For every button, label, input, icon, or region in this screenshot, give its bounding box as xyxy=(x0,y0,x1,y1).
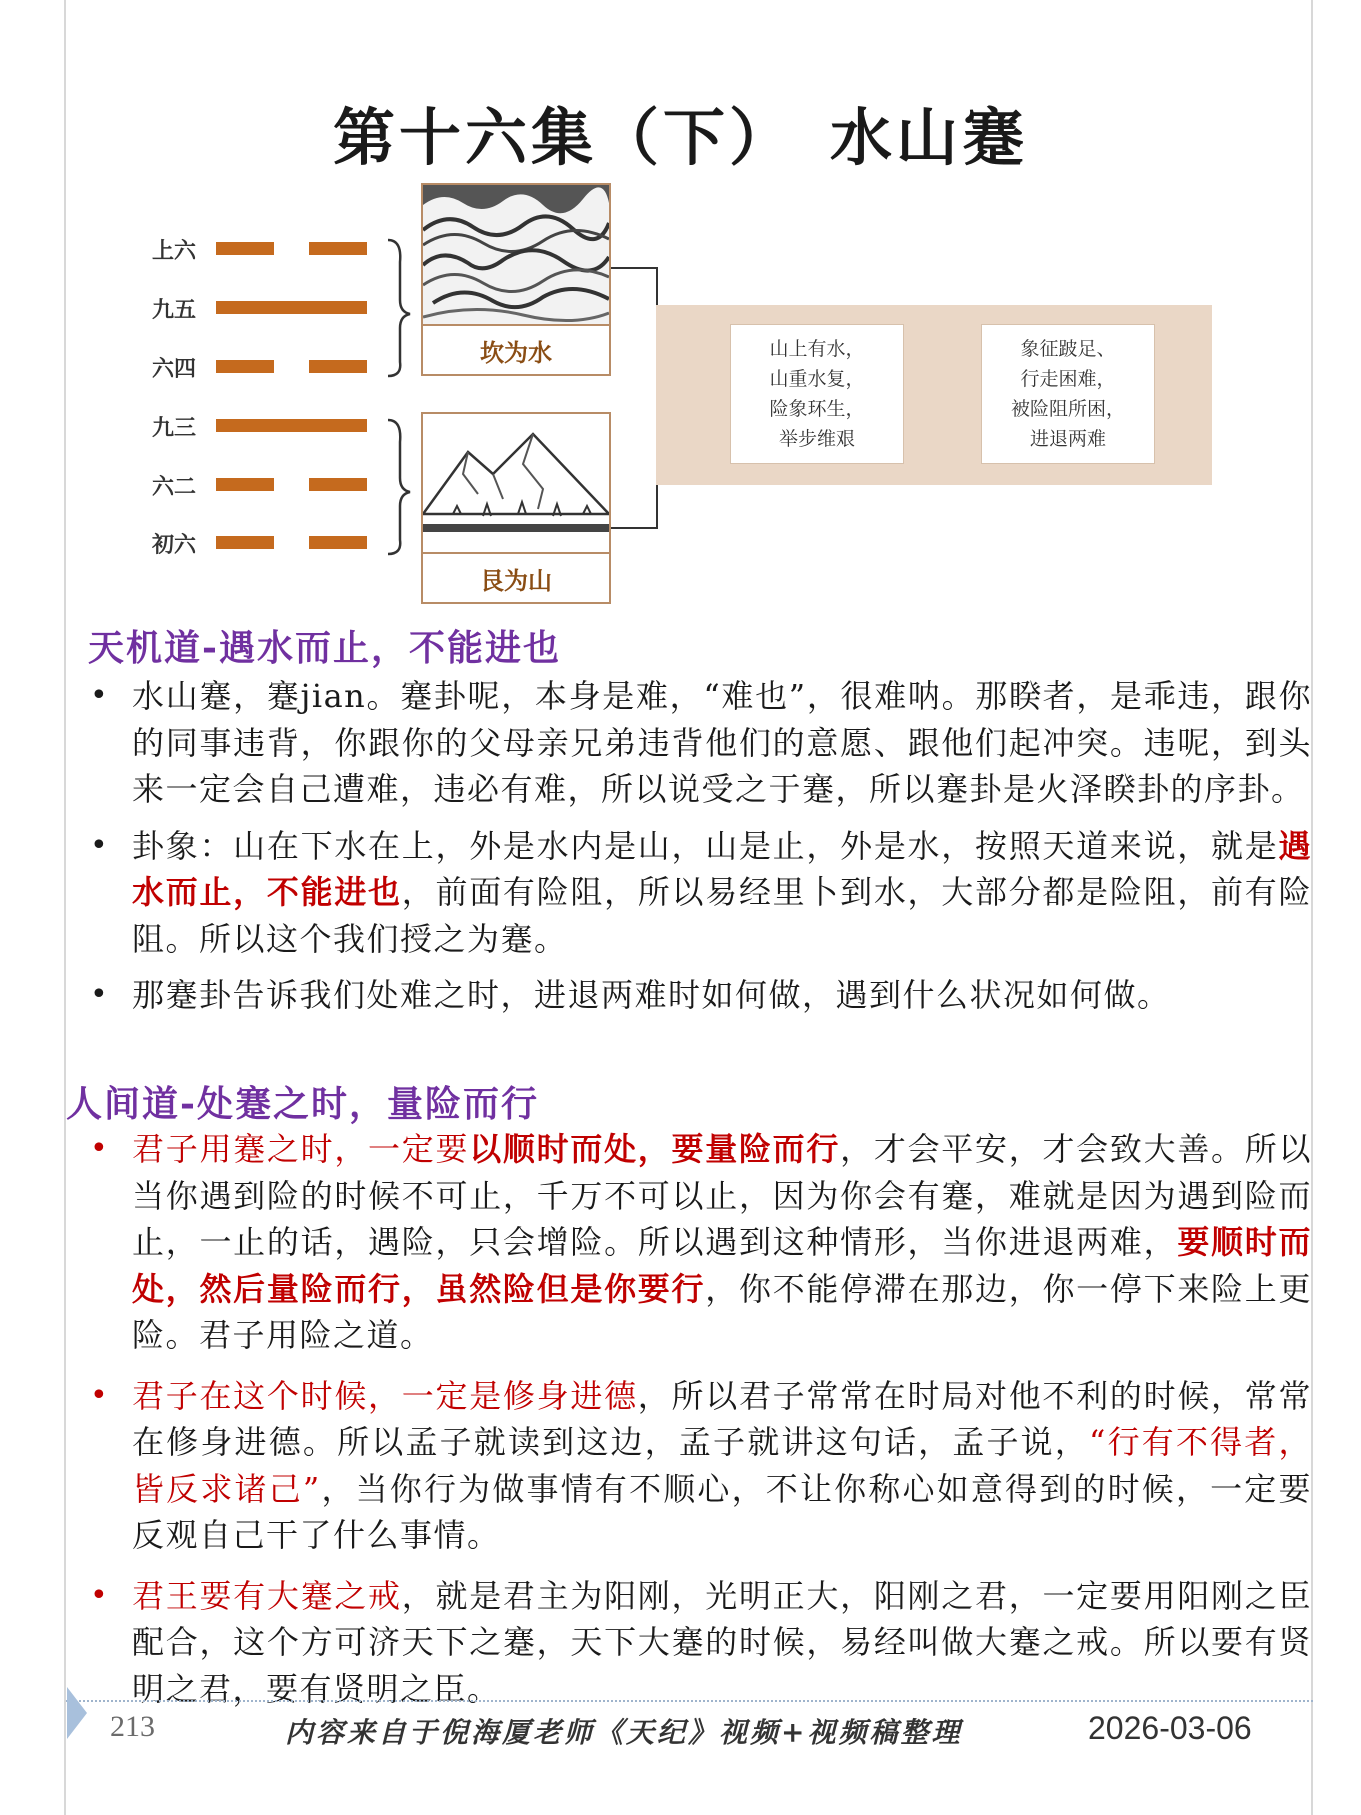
list-item: • 君王要有大蹇之戒，就是君主为阳刚，光明正大，阳刚之君，一定要用阳刚之臣配合，这个方可济天下之蹇，天下大蹇的时候，易经叫做大蹇之戒。所以要有贤明之君，要有贤明之臣。 xyxy=(90,1576,1312,1708)
bullet-text: ，就是君主为阳刚，光明正大，阳刚之君，一定要用阳刚之臣配合，这个方可济天下之蹇，天下大蹇的时候，易经叫做大蹇之戒。所以要有贤明之君，要有贤明之臣。 xyxy=(132,1576,1312,1708)
line-label-nine3: 九三 xyxy=(152,416,197,441)
bullet-emphasis: 要顺时而处，然后量险而行，虽然险但是你要行 xyxy=(132,1223,1312,1308)
image-description-box xyxy=(730,324,904,464)
bullet-red-text: 君王要有大蹇之戒 xyxy=(132,1576,402,1615)
section1-list xyxy=(90,673,1312,1029)
footer-source: 内容来自于倪海厦老师《天纪》视频+视频稿整理 xyxy=(285,1716,963,1749)
lower-trigram-mountain xyxy=(421,412,611,604)
page-title: 第十六集（下） 水山蹇 xyxy=(332,101,1028,174)
footer-arrow-icon xyxy=(67,1687,87,1739)
bullet-text: 水山蹇，蹇jian。蹇卦呢，本身是难，“难也”，很难呐。那睽者，是乖违，跟你的同事违背，你跟你的父母亲兄弟违背他们的意愿、跟他们起冲突。违呢，到头来一定会自己遭难，违必有难，所以说受之于蹇，所以蹇卦是火泽睽卦的序卦。 xyxy=(132,677,1312,808)
bullet-red-text: 君子在这个时候，一定是修身进德 xyxy=(132,1376,638,1415)
bullet-emphasis: 遇水而止，不能进也 xyxy=(132,826,1312,911)
box1-line: 险象环生， xyxy=(769,398,865,420)
line-label-six2: 六二 xyxy=(152,475,197,500)
section2-list xyxy=(90,1126,1312,1726)
list-item: • 卦象：山在下水在上，外是水内是山，山是止，外是水，按照天道来说，就是遇水而止，不能进也，前面有险阻，所以易经里卜到水，大部分都是险阻，前有险阻。所以这个我们授之为蹇。 xyxy=(90,826,1312,958)
section2-heading: 人间道-处蹇之时，量险而行 xyxy=(66,1083,539,1125)
list-item: • 那蹇卦告诉我们处难之时，进退两难时如何做，遇到什么状况如何做。 xyxy=(90,976,1171,1014)
box2-line: 被险阻所困， xyxy=(1010,398,1125,420)
bullet-quote: “行有不得者，皆反求诸己” xyxy=(132,1423,1312,1508)
box1-line: 山重水复， xyxy=(769,368,865,390)
bullet-emphasis: 以顺时而处，要量险而行 xyxy=(469,1130,841,1168)
mountain-illustration xyxy=(423,414,609,552)
lower-trigram-label: 艮为山 xyxy=(423,552,609,602)
line-label-nine5: 九五 xyxy=(152,298,197,323)
bullet-text: 那蹇卦告诉我们处难之时，进退两难时如何做，遇到什么状况如何做。 xyxy=(132,976,1171,1014)
section1-heading: 天机道-遇水而止，不能进也 xyxy=(88,627,561,669)
upper-trigram-water xyxy=(421,183,611,376)
page-number: 213 xyxy=(110,1710,155,1743)
symbolism-box xyxy=(981,324,1155,464)
box2-line: 进退两难 xyxy=(1029,428,1106,450)
footer-divider xyxy=(66,1700,1313,1702)
box1-line: 举步维艰 xyxy=(778,428,855,450)
bullet-text: ，当你行为做事情有不顺心，不让你称心如意得到的时候，一定要反观自己干了什么事情。 xyxy=(132,1469,1312,1554)
box2-line: 象征跛足、 xyxy=(1020,338,1116,360)
bullet-text: ，所以君子常常在时局对他不利的时候，常常在修身进德。所以孟子就读到这边，孟子就讲这句话，孟子说， xyxy=(132,1376,1312,1461)
bullet-text: 卦象：山在下水在上，外是水内是山，山是止，外是水，按照天道来说，就是 xyxy=(132,826,1279,865)
box1-line: 山上有水， xyxy=(769,338,865,360)
box2-line: 行走困难， xyxy=(1020,368,1116,390)
bullet-text: ，才会平安，才会致大善。所以当你遇到险的时候不可止，千万不可以止，因为你会有蹇，难就是因为遇到险而止，一止的话，遇险，只会增险。所以遇到这种情形，当你进退两难， xyxy=(132,1130,1312,1261)
list-item: • 君子用蹇之时，一定要以顺时而处，要量险而行，才会平安，才会致大善。所以当你遇到险的时候不可止，千万不可以止，因为你会有蹇，难就是因为遇到险而止，一止的话，遇险，只会增险。所以遇到这种情形，当你进退两难，要顺时而处，然后量险而行，虽然险但是你要行，你不能停滞在那边，你一停下来险上更险。君子用险之道。 xyxy=(90,1130,1312,1354)
line-label-top6: 上六 xyxy=(152,239,197,264)
bullet-text: ，前面有险阻，所以易经里卜到水，大部分都是险阻，前有险阻。所以这个我们授之为蹇。 xyxy=(132,873,1312,958)
bullet-text: ，你不能停滞在那边，你一停下来险上更险。君子用险之道。 xyxy=(132,1269,1312,1354)
footer-date: 2026-03-06 xyxy=(1088,1710,1252,1746)
line-label-first6: 初六 xyxy=(152,533,197,558)
upper-trigram-label: 坎为水 xyxy=(423,324,609,374)
hexagram-diagram xyxy=(0,0,1361,620)
list-item: • 君子在这个时候，一定是修身进德，所以君子常常在时局对他不利的时候，常常在修身进德。所以孟子就读到这边，孟子就讲这句话，孟子说，“行有不得者，皆反求诸己”，当你行为做事情有不顺心，不让你称心如意得到的时候，一定要反观自己干了什么事情。 xyxy=(90,1376,1312,1554)
line-label-six4: 六四 xyxy=(152,357,197,382)
list-item: • 水山蹇，蹇jian。蹇卦呢，本身是难，“难也”，很难呐。那睽者，是乖违，跟你的同事违背，你跟你的父母亲兄弟违背他们的意愿、跟他们起冲突。违呢，到头来一定会自己遭难，违必有难，所以说受之于蹇，所以蹇卦是火泽睽卦的序卦。 xyxy=(90,677,1312,808)
bullet-red-text: 君子用蹇之时，一定要 xyxy=(132,1130,470,1168)
water-waves-illustration xyxy=(423,185,609,324)
